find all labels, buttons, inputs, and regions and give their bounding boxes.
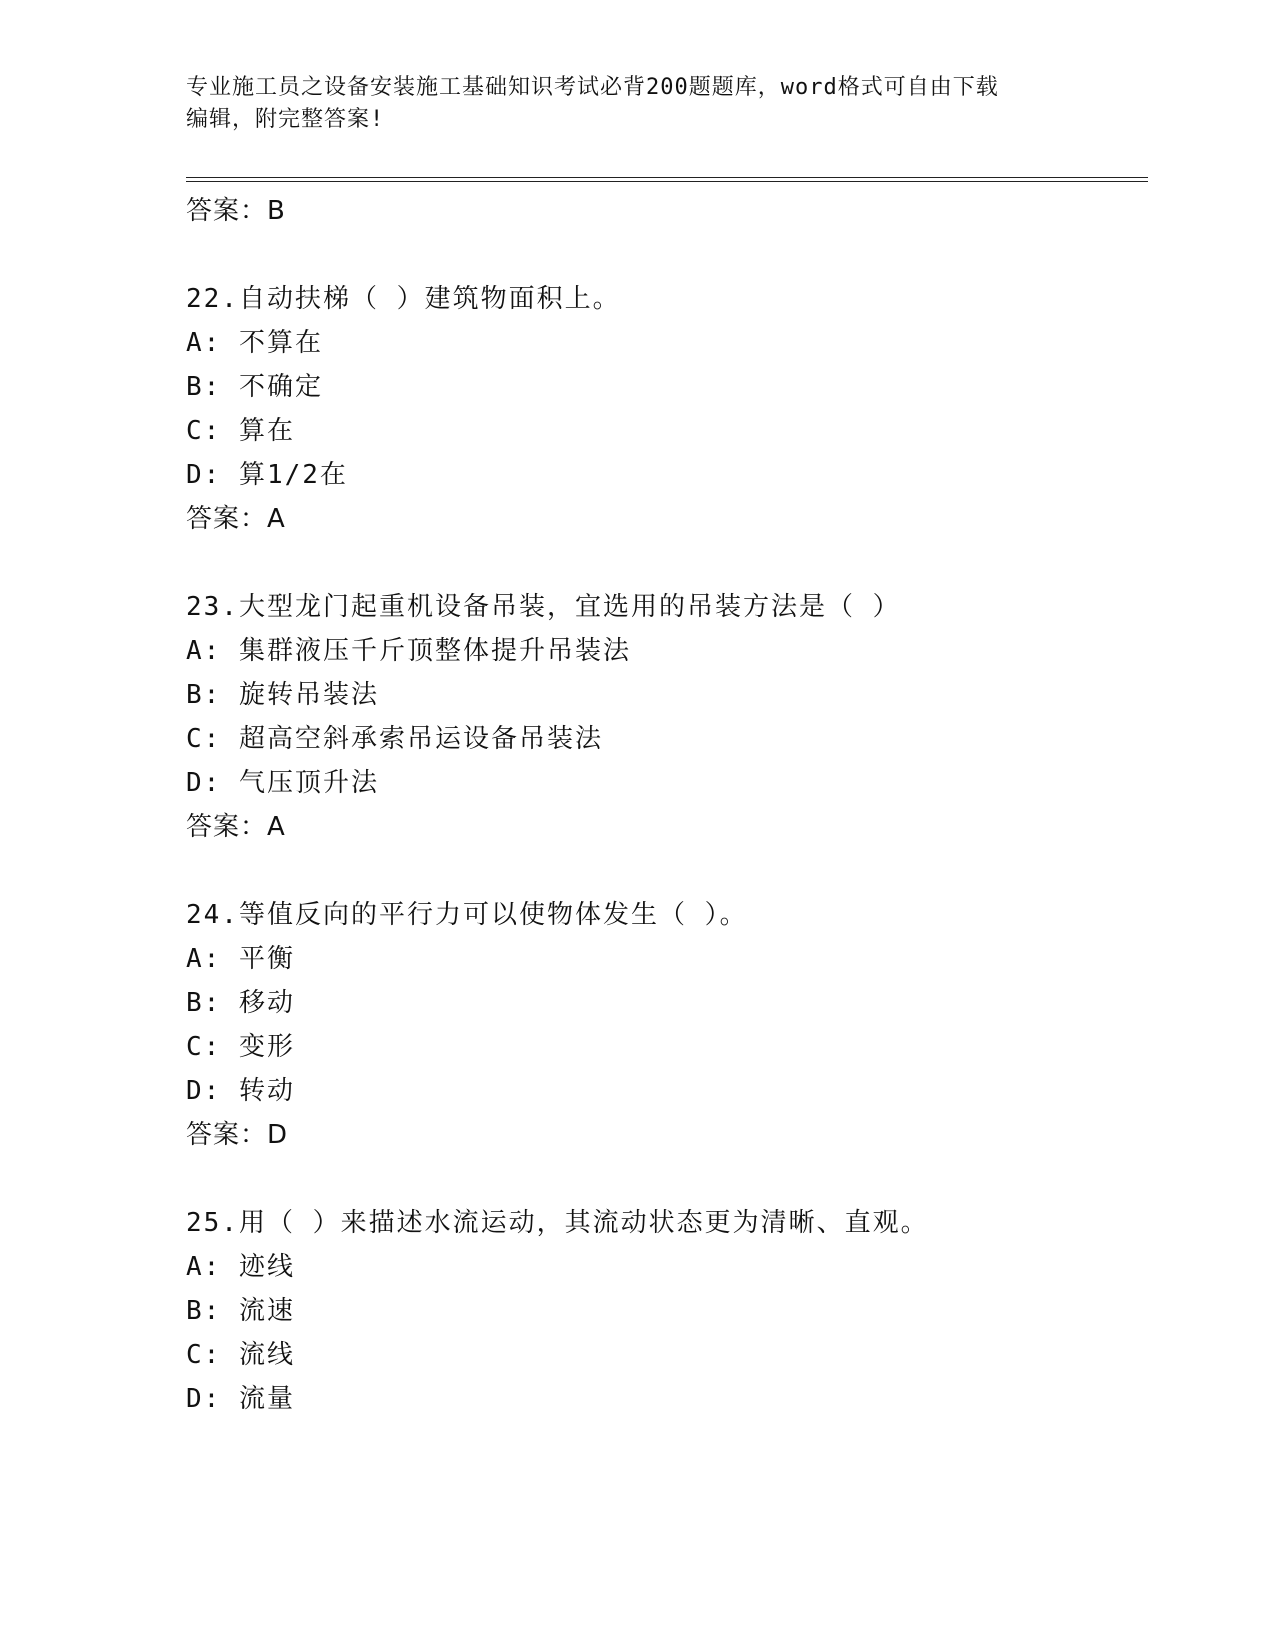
document-header bbox=[186, 72, 1086, 136]
header-divider-top bbox=[186, 177, 1148, 178]
option-a: A: 集群液压千斤顶整体提升吊装法 bbox=[186, 636, 631, 666]
answer-label: 答案：B bbox=[186, 196, 286, 226]
option-d: D: 转动 bbox=[186, 1076, 295, 1106]
option-a: A: 迹线 bbox=[186, 1252, 295, 1282]
answer-label: 答案：D bbox=[186, 1120, 289, 1150]
option-b: B: 流速 bbox=[186, 1296, 295, 1326]
header-line-1: 专业施工员之设备安装施工基础知识考试必背200题题库，word格式可自由下载 bbox=[186, 75, 999, 100]
option-b: B: 移动 bbox=[186, 988, 295, 1018]
option-c: C: 流线 bbox=[186, 1340, 295, 1370]
header-divider-bottom bbox=[186, 181, 1148, 182]
option-c: C: 超高空斜承索吊运设备吊装法 bbox=[186, 724, 603, 754]
option-a: A: 不算在 bbox=[186, 328, 323, 358]
question-stem: 24.等值反向的平行力可以使物体发生（ ）。 bbox=[186, 900, 748, 930]
option-b: B: 不确定 bbox=[186, 372, 323, 402]
answer-label: 答案：A bbox=[186, 812, 286, 842]
option-d: D: 气压顶升法 bbox=[186, 768, 379, 798]
question-stem: 23.大型龙门起重机设备吊装，宜选用的吊装方法是（ ） bbox=[186, 592, 901, 622]
option-a: A: 平衡 bbox=[186, 944, 295, 974]
option-d: D: 流量 bbox=[186, 1384, 295, 1414]
option-d: D: 算1/2在 bbox=[186, 460, 348, 490]
question-stem: 25.用（ ）来描述水流运动，其流动状态更为清晰、直观。 bbox=[186, 1208, 929, 1238]
answer-label: 答案：A bbox=[186, 504, 286, 534]
header-line-2: 编辑，附完整答案! bbox=[186, 107, 385, 132]
option-b: B: 旋转吊装法 bbox=[186, 680, 379, 710]
option-c: C: 算在 bbox=[186, 416, 295, 446]
option-c: C: 变形 bbox=[186, 1032, 295, 1062]
question-stem: 22.自动扶梯（ ）建筑物面积上。 bbox=[186, 284, 621, 314]
